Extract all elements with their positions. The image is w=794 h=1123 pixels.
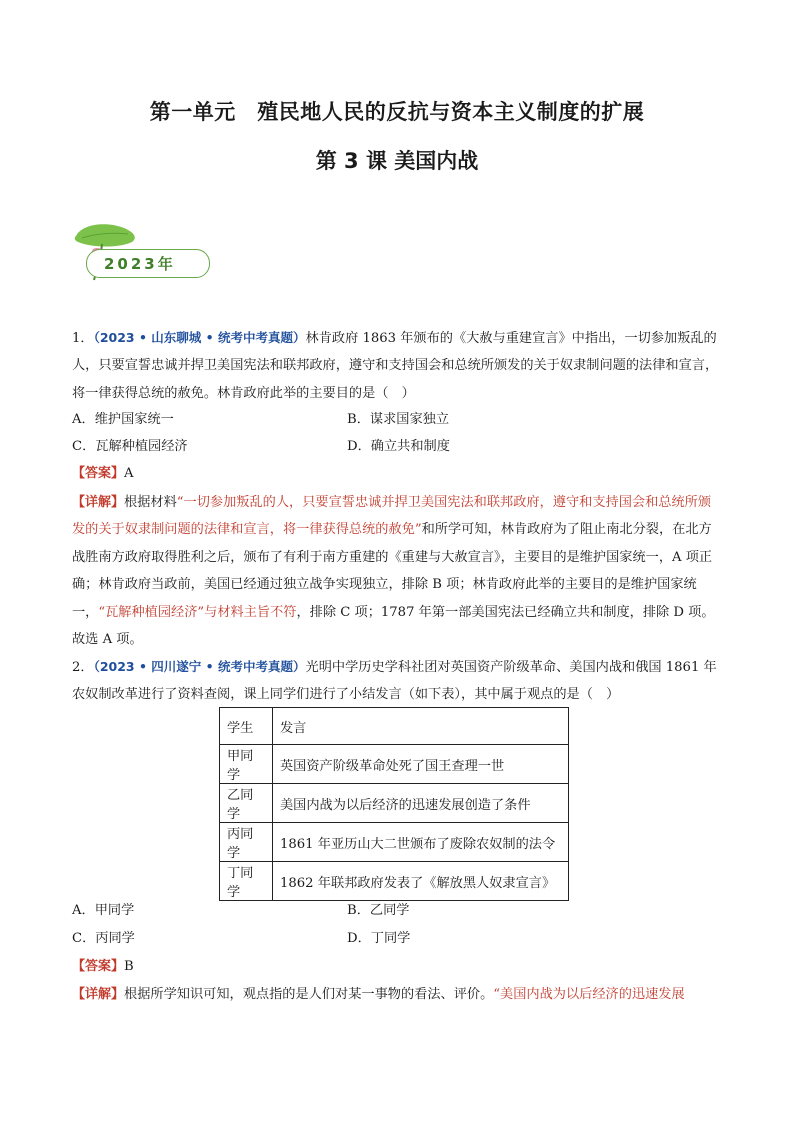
question-1-stem — [72, 324, 724, 407]
table-header-row — [220, 708, 569, 745]
answer-value: B — [124, 959, 134, 974]
question-source: （2023 • 山东聊城 • 统考中考真题） — [93, 330, 306, 345]
answer-tag: 【答案】 — [72, 466, 125, 481]
statements-table — [219, 707, 569, 901]
q2-answer — [72, 957, 134, 977]
table-header-cell: 学生 — [220, 708, 273, 745]
question-text: 林肯政府 1863 年颁布的《大赦与重建宣言》中指出，一切参加叛乱的人，只要宣誓忠诚并捍卫美国宪法和联邦政府，遵守和支持国会和总统所颁发的关于奴隶制问题的法律和宣言，将一律获得总统的赦免。林肯政府此举的主要目的是（ ） — [72, 331, 719, 401]
table-cell: 1861 年亚历山大二世颁布了废除农奴制的法令 — [273, 823, 569, 862]
question-source: （2023 • 四川遂宁 • 统考中考真题） — [93, 659, 306, 674]
q2-option-a: A．甲同学 — [72, 903, 135, 918]
unit-title: 第一单元 殖民地人民的反抗与资本主义制度的扩展 — [149, 100, 645, 124]
table-row — [220, 784, 569, 823]
question-text: 光明中学历史学科社团对英国资产阶级革命、美国内战和俄国 1861 年农奴制改革进行了资料查阅，课上同学们进行了小结发言（如下表），其中属于观点的是（ ） — [72, 660, 717, 703]
table-cell: 美国内战为以后经济的迅速发展创造了条件 — [273, 784, 569, 823]
table-cell: 乙同学 — [220, 784, 273, 823]
q1-detail — [72, 489, 724, 653]
detail-text: ，排除 C 项；1787 年第一部美国宪法已经确立共和制度，排除 D 项。故选 A 项。 — [72, 604, 715, 648]
table-row — [220, 823, 569, 862]
table-cell: 1862 年联邦政府发表了《解放黑人奴隶宣言》 — [273, 862, 569, 901]
q2-option-c: C．丙同学 — [72, 931, 135, 946]
detail-text: 根据材料 — [124, 495, 177, 510]
detail-quote: “美国内战为以后经济的迅速发展 — [493, 987, 685, 1002]
table-cell: 丁同学 — [220, 862, 273, 901]
answer-value: A — [124, 466, 134, 481]
question-number: 1． — [72, 331, 94, 346]
q2-option-b: B．乙同学 — [347, 903, 410, 918]
year-label: 2023年 — [104, 255, 176, 273]
table-row — [220, 862, 569, 901]
q1-option-b: B．谋求国家独立 — [347, 412, 450, 427]
detail-tag: 【详解】 — [72, 987, 125, 1002]
table-cell: 丙同学 — [220, 823, 273, 862]
q1-option-d: D．确立共和制度 — [347, 439, 450, 454]
q2-option-d: D．丁同学 — [347, 931, 411, 946]
detail-quote: “瓦解种植园经济”与材料主旨不符 — [98, 604, 297, 620]
year-badge — [72, 222, 212, 284]
q1-option-a: A．维护国家统一 — [72, 412, 174, 427]
detail-text: 根据所学知识可知，观点指的是人们对某一事物的看法、评价。 — [124, 987, 494, 1002]
detail-text: 和所学可知，林肯政府为了阻止南北分裂，在北方战胜南方政府取得胜利之后，颁布了有利于南方重建的《重建与大赦宣言》，主要目的是维护国家统一，A 项正确；林肯政府当政前，美国已经通过独立战争实现独立，排除 B 项；林肯政府此举的主要目的是维护国家统一， — [72, 522, 713, 620]
q2-detail — [72, 981, 724, 1008]
detail-tag: 【详解】 — [72, 495, 125, 510]
q1-option-c: C．瓦解种植园经济 — [72, 439, 188, 454]
table-header-cell: 发言 — [273, 708, 569, 745]
answer-tag: 【答案】 — [72, 959, 125, 974]
question-number: 2． — [72, 660, 94, 675]
lesson-title: 第 3 课 美国内战 — [315, 149, 479, 173]
table-row — [220, 745, 569, 784]
detail-quote: “一切参加叛乱的人，只要宣誓忠诚并捍卫美国宪法和联邦政府，遵守和支持国会和总统所颁发的关于奴隶制问题的法律和宣言，将一律获得总统的赦免” — [72, 495, 712, 538]
table-cell: 甲同学 — [220, 745, 273, 784]
question-2-stem — [72, 653, 724, 709]
table-cell: 英国资产阶级革命处死了国王查理一世 — [273, 745, 569, 784]
q1-answer — [72, 464, 134, 484]
